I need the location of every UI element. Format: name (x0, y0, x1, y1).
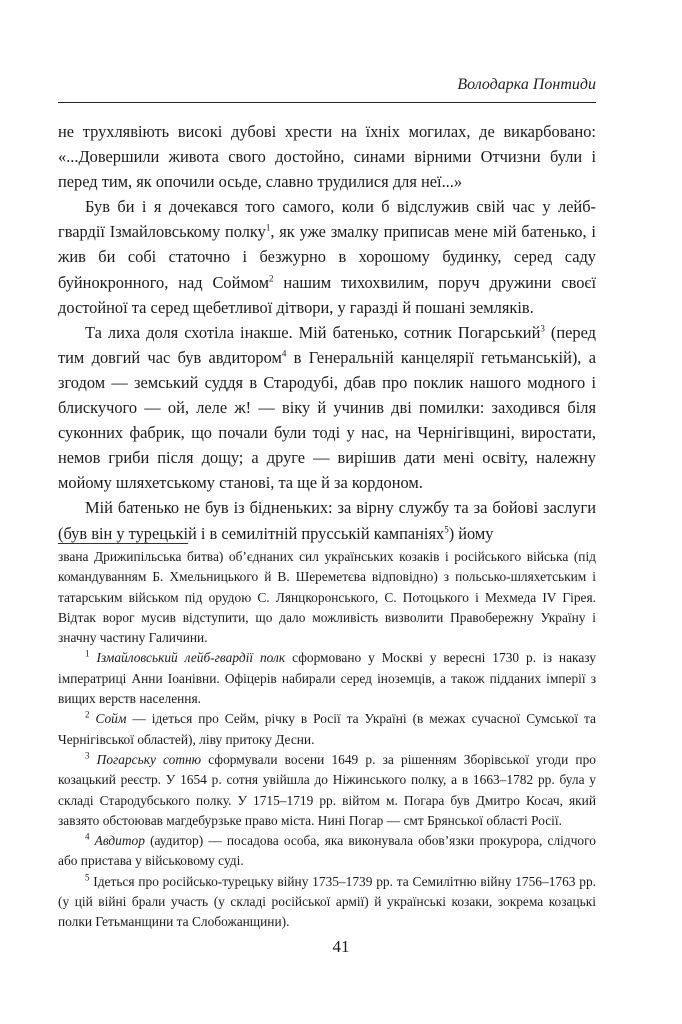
footnote-3-term: Погарську сотню (96, 751, 202, 767)
paragraph-2-text-b: , як уже змалку приписав мене мій батенько, і жив би собі статочно і безжурно в хорошому будинку, серед саду буйнокронного, над Соймом (58, 222, 596, 292)
paragraph-1-text: не трухлявіють високі дубові хрести на їхніх могилах, де викарбовано: «...Довершили живота свого достойно, синами вірними Отчизни були і перед тим, як опочили осьде, славно трудилися для неї...» (58, 122, 596, 192)
paragraph-3-text-c: в Генеральній канцелярії гетьманській), а згодом — земський суддя в Стародубі, дбав про поклик нашого модного і блискучого — ой, леле ж! — віку й учинив дві помилки: заходився біля суконних фабрик, що почали були тоді у нас, на Чернігівщині, виростати, немов гриби після дощу; а друге — вирішив дати мені освіту, належну мойому шляхетському станові, та ще й за кордоном. (58, 347, 596, 493)
paragraph-3-text-b: (перед тим довгий час був авдитором (58, 322, 596, 367)
running-header: Володарка Понтиди (457, 76, 596, 93)
footnote-1-number: 1 (85, 649, 90, 660)
footnote-3-number: 3 (85, 750, 90, 761)
paragraph-3-text-a: Та лиха доля схотіла інакше. Мій батенько, сотник Погарський (85, 322, 541, 342)
footnotes (58, 547, 596, 933)
footnote-continuation: звана Дрижипільська битва) об’єднаних сил українських козаків і російського війська (під командуванням Б. Хмельницького й В. Шереметєва відповідно) з польсько-шляхетським і татарським військом під орудою С. Лянцкоронського, С. Потоцького і Мехмеда IV Гірея. Відтак ворог мусив відступити, що дало можливість визволити Правобережну Україну і значну частину Галичини. (58, 549, 596, 646)
footnote-ref-2: 2 (268, 273, 274, 284)
paragraph-4-text-b: ) йому (448, 523, 494, 543)
footnote-4-text: (аудитор) — посадова особа, яка виконувала обов’язки прокурора, слідчого або пристава у військовому суді. (58, 833, 596, 869)
footnote-1-term: Ізмайловський лейб-гвардії полк (96, 650, 286, 666)
footnote-rule (58, 543, 188, 544)
page-number: 41 (332, 937, 350, 956)
footnote-4 (58, 831, 596, 872)
footnote-ref-4: 4 (281, 348, 287, 359)
footnote-ref-1: 1 (265, 222, 271, 233)
paragraph-4 (58, 495, 596, 545)
footnote-2-term: Сойм (95, 711, 127, 727)
footnote-4-term: Авдитор (94, 833, 145, 849)
footnote-1-text: сформовано у Москві у вересні 1730 р. із наказу імператриці Анни Іоанівни. Офіцерів набирали серед іноземців, а також підданих імперії з вищих верств населення. (58, 650, 596, 707)
paragraph-4-text-a: Мій батенько не був із бідненьких: за вірну службу та за бойові заслуги (був він у турецькій і в семилітній прусській кампаніях (58, 498, 596, 543)
footnote-5 (58, 872, 596, 933)
footnote-2-number: 2 (85, 709, 90, 720)
header-rule (58, 102, 596, 103)
footnote-ref-3: 3 (540, 323, 545, 334)
footnote-3-text: сформували восени 1649 р. за рішенням Зборівської угоди про козацький реєстр. У 1654 р. сотня увійшла до Ніжинського полку, а в 1663–1782 рр. була у складі Стародубського полку. У 1715–1719 рр. війтом м. Погара був Дмитро Косач, який завзято обстоював магдебурзьке право міста. Нині Погар — смт Брянської області Росії. (58, 751, 596, 828)
paragraph-3 (58, 320, 596, 496)
paragraph-2-text-c: нашим тихохвилим, поруч дружини своєї достойної та серед щебетливої дітвори, у гаразді й пошані земляків. (58, 272, 596, 317)
footnote-ref-5: 5 (444, 524, 449, 535)
footnote-1 (58, 648, 596, 709)
footnote-5-text: Ідеться про російсько-турецьку війну 1735–1739 рр. та Семилітню війну 1756–1763 рр. (у цій війні брали участь (у складі російської армії) й українські козаки, зокрема козацькі полки Гетьманщини та Слобожанщини). (58, 873, 596, 930)
paragraph-2 (58, 194, 596, 319)
paragraph-1 (58, 119, 596, 194)
footnote-2-text: — ідеться про Сейм, річку в Росії та Україні (в межах сучасної Сумської та Чернігівської областей), ліву притоку Десни. (58, 711, 596, 747)
footnote-4-number: 4 (85, 831, 90, 842)
footnote-2 (58, 709, 596, 750)
footnote-5-number: 5 (85, 872, 90, 883)
paragraph-2-text-a: Був би і я дочекався того самого, коли б відслужив свій час у лейб-гвардії Ізмайловському полку (58, 197, 596, 242)
footnote-3 (58, 750, 596, 831)
main-text (58, 119, 596, 546)
